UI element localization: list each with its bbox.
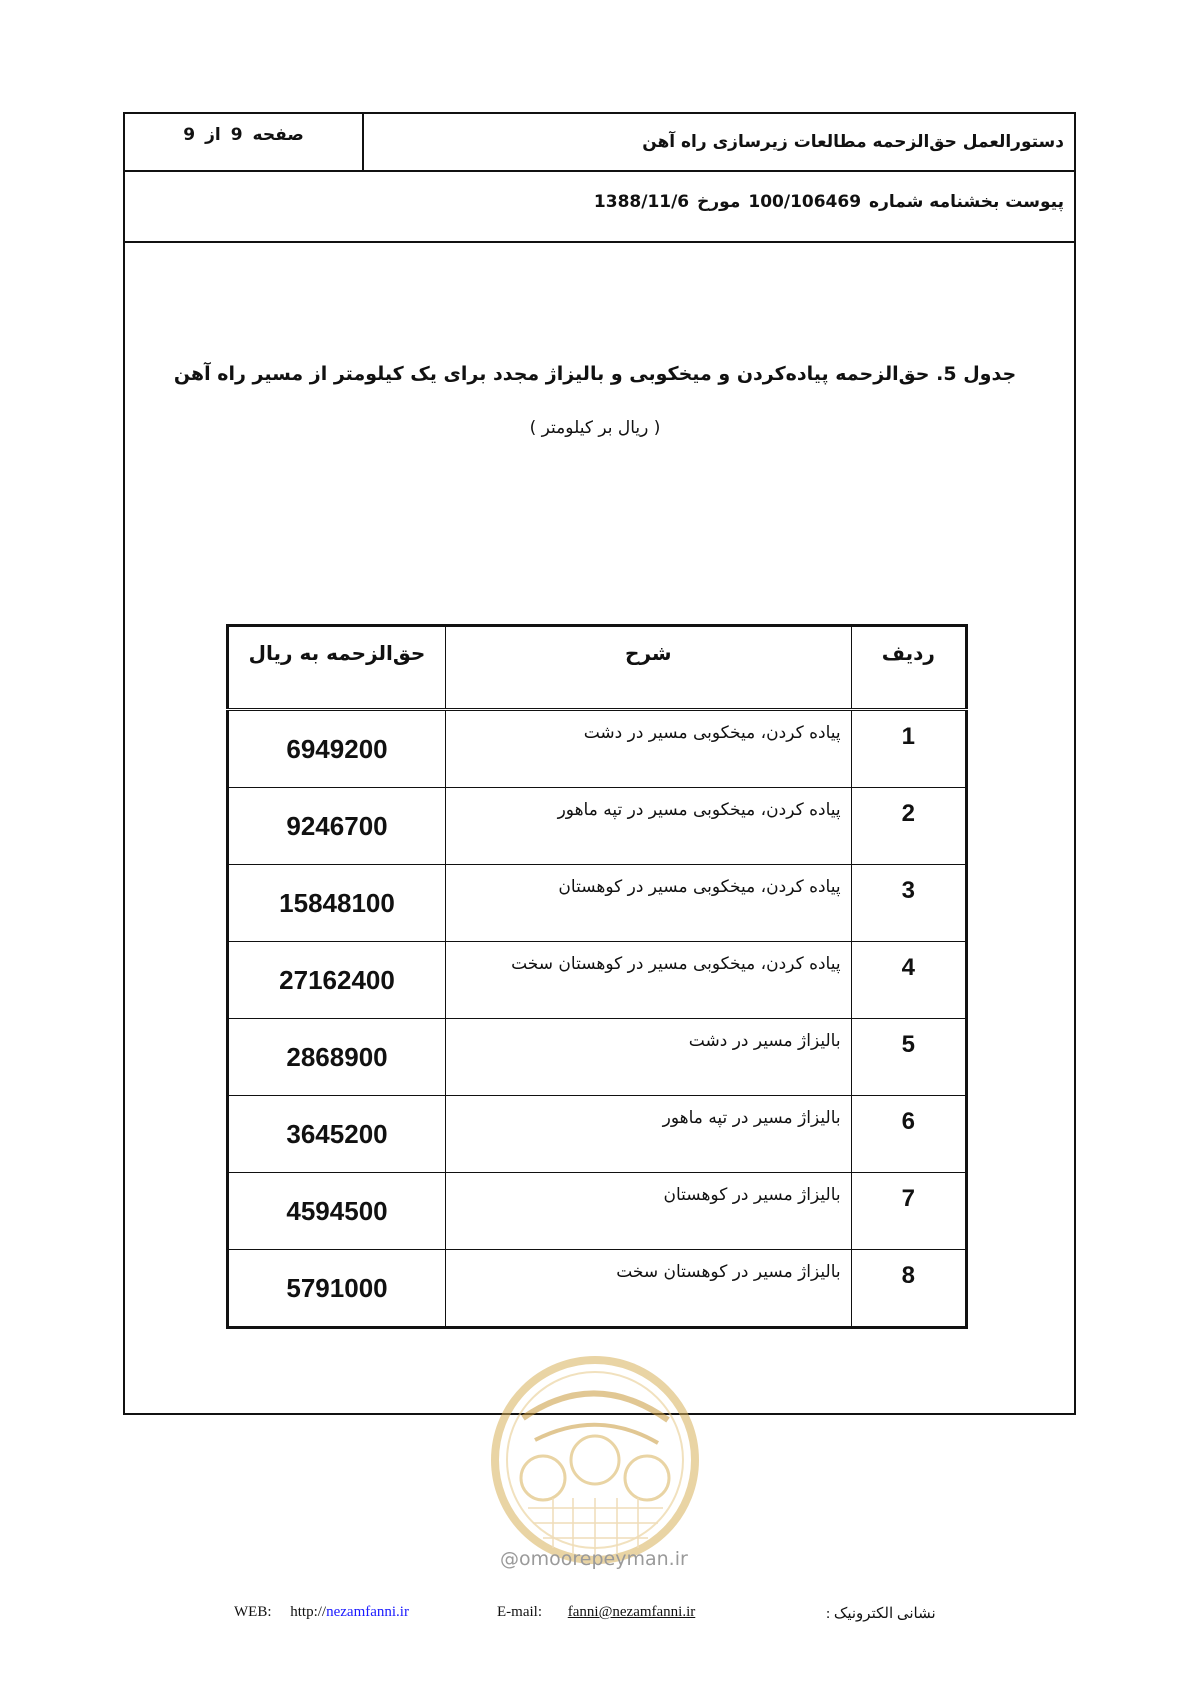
row-fee: 3645200 xyxy=(228,1096,446,1173)
watermark-seal-logo xyxy=(483,1348,708,1573)
table-row xyxy=(228,788,967,865)
page-label: صفحه xyxy=(252,125,304,145)
footer xyxy=(0,1604,1190,1626)
row-number: 4 xyxy=(851,942,966,1019)
row-number: 6 xyxy=(851,1096,966,1173)
footer-web xyxy=(234,1604,409,1621)
table-row xyxy=(228,1096,967,1173)
row-description: پیاده کردن، میخکوبی مسیر در تپه ماهور xyxy=(446,788,852,865)
table-row xyxy=(228,1250,967,1328)
row-fee: 15848100 xyxy=(228,865,446,942)
row-number: 7 xyxy=(851,1173,966,1250)
row-description: بالیزاژ مسیر در تپه ماهور xyxy=(446,1096,852,1173)
table-header-row xyxy=(228,626,967,710)
row-description: پیاده کردن، میخکوبی مسیر در کوهستان xyxy=(446,865,852,942)
web-link[interactable]: nezamfanni.ir xyxy=(326,1604,409,1620)
row-fee: 4594500 xyxy=(228,1173,446,1250)
watermark-handle: @omoorepeyman.ir xyxy=(500,1548,688,1570)
web-prefix: http:// xyxy=(290,1604,327,1620)
circular-prefix: پیوست بخشنامه شماره xyxy=(869,191,1064,212)
row-fee: 2868900 xyxy=(228,1019,446,1096)
email-link[interactable]: fanni@nezamfanni.ir xyxy=(567,1604,696,1620)
row-number: 3 xyxy=(851,865,966,942)
footer-address-label: نشانی الکترونیک : xyxy=(826,1606,936,1622)
table-row xyxy=(228,1173,967,1250)
row-number: 5 xyxy=(851,1019,966,1096)
fee-table xyxy=(226,624,968,1329)
table-row xyxy=(228,710,967,788)
table-row xyxy=(228,942,967,1019)
row-description: بالیزاژ مسیر در کوهستان سخت xyxy=(446,1250,852,1328)
row-fee: 5791000 xyxy=(228,1250,446,1328)
table-row xyxy=(228,1019,967,1096)
document-title: دستورالعمل حق‌الزحمه مطالعات زیرسازی راه آهن xyxy=(642,132,1064,152)
row-fee: 6949200 xyxy=(228,710,446,788)
footer-email xyxy=(497,1604,695,1621)
header-fee: حق‌الزحمه به ریال xyxy=(228,626,446,710)
table-row xyxy=(228,865,967,942)
row-number: 8 xyxy=(851,1250,966,1328)
row-description: پیاده کردن، میخکوبی مسیر در دشت xyxy=(446,710,852,788)
row-description: بالیزاژ مسیر در کوهستان xyxy=(446,1173,852,1250)
page-of: از xyxy=(205,125,221,145)
table-unit: ( ریال بر کیلومتر ) xyxy=(529,418,661,438)
at-icon: @ xyxy=(500,1548,519,1570)
row-number: 2 xyxy=(851,788,966,865)
row-fee: 27162400 xyxy=(228,942,446,1019)
circular-reference xyxy=(125,172,1074,243)
row-fee: 9246700 xyxy=(228,788,446,865)
email-label: E-mail: xyxy=(497,1604,542,1620)
web-label: WEB: xyxy=(234,1604,272,1620)
header-row xyxy=(125,114,1074,172)
date-prefix: مورخ xyxy=(697,191,741,212)
row-description: بالیزاژ مسیر در دشت xyxy=(446,1019,852,1096)
row-number: 1 xyxy=(851,710,966,788)
circular-date: 1388/11/6 xyxy=(593,191,690,212)
header-description: شرح xyxy=(446,626,852,710)
table-caption: جدول 5. حق‌الزحمه پیاده‌کردن و میخکوبی و بالیزاژ مجدد برای یک کیلومتر از مسیر راه آهن xyxy=(173,363,1017,385)
page-indicator xyxy=(125,114,364,170)
header-row-number: ردیف xyxy=(851,626,966,710)
page-current: 9 xyxy=(230,125,243,145)
page-total: 9 xyxy=(183,125,196,145)
circular-number: 100/106469 xyxy=(748,191,862,212)
row-description: پیاده کردن، میخکوبی مسیر در کوهستان سخت xyxy=(446,942,852,1019)
